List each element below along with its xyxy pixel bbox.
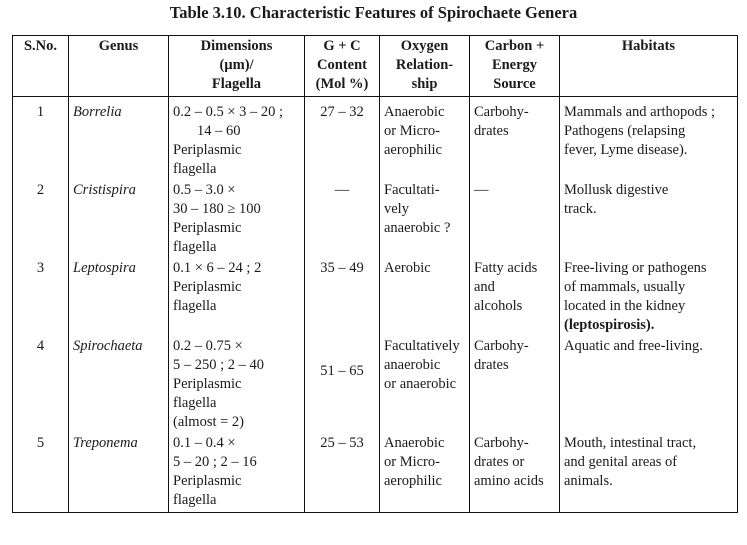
cell-sno: 4: [13, 337, 69, 434]
cell-dimensions: [169, 434, 305, 513]
cell-oxygen: Facultati- vely anaerobic ?: [380, 181, 470, 259]
cell-genus: Spirochaeta: [69, 337, 169, 434]
cell-dimensions: [169, 337, 305, 434]
cell-gc: —: [305, 181, 380, 259]
cell-gc: 35 – 49: [305, 259, 380, 337]
dim-rest: 5 – 250 ; 2 – 40 Periplasmic flagella (almost = 2): [173, 357, 265, 430]
cell-gc: 25 – 53: [305, 434, 380, 513]
table-title: Table 3.10. Characteristic Features of Spirochaete Genera: [169, 3, 578, 22]
header-genus: Genus: [69, 36, 169, 97]
cell-dimensions: [169, 181, 305, 259]
cell-carbon: Carbohy- drates: [470, 97, 560, 182]
cell-carbon: Carbohy- drates: [470, 337, 560, 434]
header-habitats: Habitats: [560, 36, 738, 97]
cell-genus: Leptospira: [69, 259, 169, 337]
cell-habitats: Mollusk digestive track.: [560, 181, 738, 259]
header-gc-content: G + C Content (Mol %): [305, 36, 380, 97]
cell-habitats: Mammals and arthopods ; Pathogens (relapsing fever, Lyme disease).: [560, 97, 738, 182]
header-sno: S.No.: [13, 36, 69, 97]
cell-carbon: Carbohy- drates or amino acids: [470, 434, 560, 513]
cell-genus: Treponema: [69, 434, 169, 513]
table-row: [13, 259, 738, 337]
header-row: [13, 36, 738, 97]
dim-line: 0.1 × 6 – 24 ; 2: [173, 260, 262, 276]
table-row: [13, 337, 738, 434]
cell-dimensions: [169, 97, 305, 182]
disease-name: (leptospirosis).: [564, 317, 655, 333]
cell-genus: Cristispira: [69, 181, 169, 259]
cell-gc: 27 – 32: [305, 97, 380, 182]
cell-carbon: Fatty acids and alcohols: [470, 259, 560, 337]
cell-habitats: Aquatic and free-living.: [560, 337, 738, 434]
cell-habitats: Mouth, intestinal tract, and genital areas of animals.: [560, 434, 738, 513]
cell-oxygen: Anaerobic or Micro- aerophilic: [380, 434, 470, 513]
dim-rest: 30 – 180 ≥ 100 Periplasmic flagella: [173, 201, 261, 255]
table-row: [13, 97, 738, 182]
cell-sno: 5: [13, 434, 69, 513]
cell-habitats: [560, 259, 738, 337]
dim-line: 0.2 – 0.75 ×: [173, 338, 243, 354]
dim-rest: Periplasmic flagella: [173, 279, 242, 314]
spirochaete-table: [12, 35, 738, 513]
cell-sno: 1: [13, 97, 69, 182]
header-carbon: Carbon + Energy Source: [470, 36, 560, 97]
cell-gc: 51 – 65: [305, 337, 380, 434]
cell-sno: 2: [13, 181, 69, 259]
cell-sno: 3: [13, 259, 69, 337]
cell-oxygen: Facultatively anaerobic or anaerobic: [380, 337, 470, 434]
header-oxygen: Oxygen Relation- ship: [380, 36, 470, 97]
dim-line-indented: 14 – 60: [197, 123, 241, 139]
dim-rest: Periplasmic flagella: [173, 142, 242, 177]
cell-oxygen: Anaerobic or Micro- aerophilic: [380, 97, 470, 182]
cell-genus: Borrelia: [69, 97, 169, 182]
table-row: [13, 434, 738, 513]
cell-carbon: —: [470, 181, 560, 259]
dim-line: 0.2 – 0.5 × 3 – 20 ;: [173, 104, 284, 120]
dim-rest: 5 – 20 ; 2 – 16 Periplasmic flagella: [173, 454, 257, 508]
dim-line: 0.5 – 3.0 ×: [173, 182, 236, 198]
cell-dimensions: [169, 259, 305, 337]
habitat-text: Free-living or pathogens of mammals, usually located in the kidney: [564, 260, 707, 314]
cell-oxygen: Aerobic: [380, 259, 470, 337]
dim-line: 0.1 – 0.4 ×: [173, 435, 236, 451]
table-row: [13, 181, 738, 259]
header-dimensions: Dimensions (µm)/ Flagella: [169, 36, 305, 97]
